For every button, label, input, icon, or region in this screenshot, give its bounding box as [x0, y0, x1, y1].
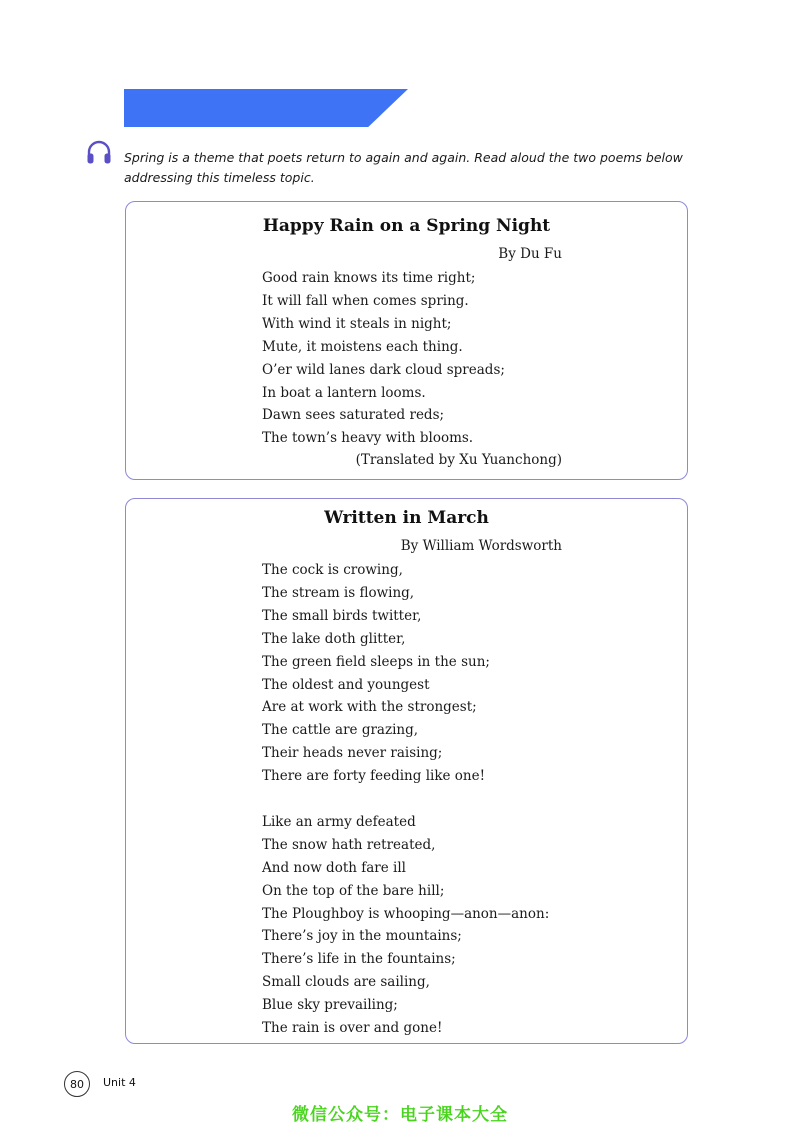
intro-text: Spring is a theme that poets return to again and again. Read aloud the two poems below addressing this timeless topic.	[124, 150, 683, 185]
poem-title: Written in March	[324, 508, 489, 528]
poem-line: The oldest and youngest	[262, 676, 430, 693]
poem-author: By William Wordsworth	[400, 538, 562, 554]
poem-line: Are at work with the strongest;	[262, 699, 477, 716]
poem-line: On the top of the bare hill;	[262, 882, 445, 899]
poem-line: Like an army defeated	[262, 813, 416, 830]
poem-line: In boat a lantern looms.	[262, 384, 426, 401]
poem-line: Small clouds are sailing,	[262, 974, 430, 991]
unit-label: Unit 4	[103, 1076, 136, 1089]
headphones-icon[interactable]	[85, 139, 113, 167]
poem-line: The snow hath retreated,	[262, 836, 436, 853]
page-number: 80	[64, 1071, 90, 1097]
poem-line: The Ploughboy is whooping—anon—anon:	[262, 905, 550, 922]
poem-line: Blue sky prevailing;	[262, 997, 398, 1014]
watermark-text: 微信公众号：电子课本大全	[292, 1105, 508, 1125]
poem-line: The town’s heavy with blooms.	[262, 430, 474, 447]
poem-line: And now doth fare ill	[262, 859, 406, 876]
poem-line: Mute, it moistens each thing.	[262, 338, 463, 355]
poem-line: There’s life in the fountains;	[262, 951, 456, 968]
poem-box-happy-rain	[125, 201, 688, 480]
poem-line: The green field sleeps in the sun;	[262, 653, 490, 670]
poem-line: With wind it steals in night;	[262, 315, 452, 332]
section-banner	[124, 89, 408, 127]
poem-line: The cattle are grazing,	[262, 722, 419, 739]
poem-lines	[262, 559, 549, 1040]
poem-line: It will fall when comes spring.	[262, 292, 469, 309]
translator-credit: (Translated by Xu Yuanchong)	[355, 452, 562, 468]
poem-line: The rain is over and gone!	[262, 1020, 443, 1037]
poem-box-written-in-march	[125, 498, 688, 1044]
poem-line: There’s joy in the mountains;	[262, 928, 462, 945]
poem-title: Happy Rain on a Spring Night	[262, 216, 551, 236]
poem-line: The small birds twitter,	[262, 607, 422, 624]
poem-line: Their heads never raising;	[262, 745, 443, 762]
poem-line: Dawn sees saturated reds;	[262, 407, 445, 424]
stanza-gap	[262, 788, 549, 811]
poem-line: The stream is flowing,	[262, 584, 415, 601]
poem-line: O’er wild lanes dark cloud spreads;	[262, 361, 505, 378]
poem-line: The cock is crowing,	[262, 562, 403, 578]
poem-line: Good rain knows its time right;	[262, 270, 476, 286]
poem-line: There are forty feeding like one!	[262, 768, 486, 785]
poem-author: By Du Fu	[498, 246, 562, 262]
poem-lines	[262, 267, 505, 450]
poem-line: The lake doth glitter,	[262, 630, 406, 647]
